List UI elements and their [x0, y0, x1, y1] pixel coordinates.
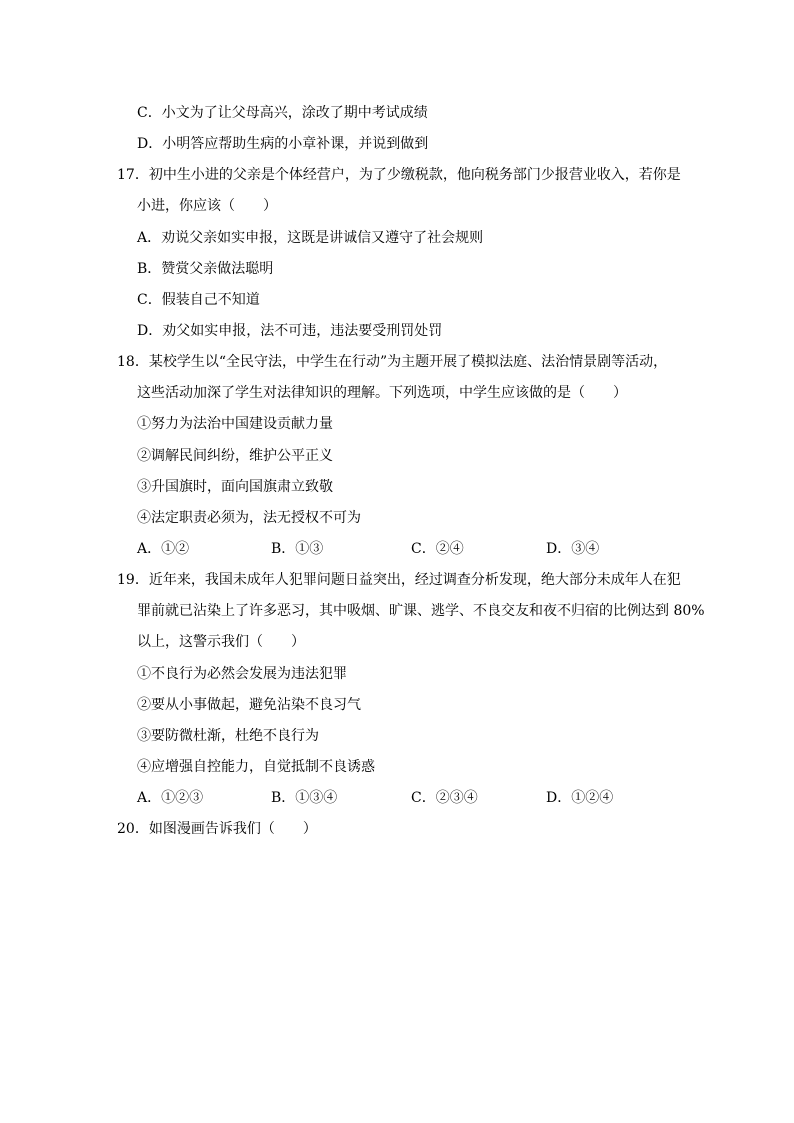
question-19-stem: 19．近年来，我国未成年人犯罪问题日益突出，经过调查分析发现，绝大部分未成年人在犯 [117, 572, 681, 588]
question-19-item-1: ①不良行为必然会发展为违法犯罪 [137, 666, 347, 682]
question-19-choice-c: C．②③④ [411, 790, 478, 806]
question-18-item-1: ①努力为法治中国建设贡献力量 [137, 416, 333, 432]
question-18-stem: 18．某校学生以“全民守法，中学生在行动”为主题开展了模拟法庭、法治情景剧等活动， [117, 354, 668, 370]
question-19-choice-a: A．①②③ [137, 790, 204, 806]
question-17-option-c: C．假装自己不知道 [137, 292, 260, 308]
question-19-item-3: ③要防微杜渐，杜绝不良行为 [137, 728, 319, 744]
question-18-stem-cont: 这些活动加深了学生对法律知识的理解。下列选项，中学生应该做的是（ ） [137, 385, 627, 401]
question-19-item-2: ②要从小事做起，避免沾染不良习气 [137, 697, 361, 713]
option-c: C．小文为了让父母高兴，涂改了期中考试成绩 [137, 105, 428, 121]
question-19-item-4: ④应增强自控能力，自觉抵制不良诱惑 [137, 759, 375, 775]
question-19-stem-cont-2: 以上，这警示我们（ ） [137, 634, 305, 650]
question-17-stem: 17．初中生小进的父亲是个体经营户，为了少缴税款，他向税务部门少报营业收入，若你是 [117, 167, 681, 183]
question-17-stem-cont: 小进，你应该（ ） [137, 198, 277, 214]
question-18-item-4: ④法定职责必须为，法无授权不可为 [137, 510, 361, 526]
question-18-item-3: ③升国旗时，面向国旗肃立致敬 [137, 479, 333, 495]
question-17-option-b: B．赞赏父亲做法聪明 [137, 261, 274, 277]
question-18-choice-a: A．①② [137, 541, 190, 557]
question-18-choice-c: C．②④ [411, 541, 464, 557]
question-17-option-a: A．劝说父亲如实申报，这既是讲诚信又遵守了社会规则 [137, 230, 484, 246]
question-18-choice-b: B．①③ [271, 541, 324, 557]
question-19-choice-d: D．①②④ [546, 790, 614, 806]
question-18-choice-d: D．③④ [546, 541, 600, 557]
question-19-choice-b: B．①③④ [271, 790, 338, 806]
question-17-option-d: D．劝父如实申报，法不可违，违法要受刑罚处罚 [137, 323, 443, 339]
option-d: D．小明答应帮助生病的小章补课，并说到做到 [137, 136, 429, 152]
question-20-stem: 20．如图漫画告诉我们（ ） [117, 821, 317, 837]
question-19-stem-cont: 罪前就已沾染上了许多恶习，其中吸烟、旷课、逃学、不良交友和夜不归宿的比例达到 80% [137, 603, 705, 619]
question-18-item-2: ②调解民间纠纷，维护公平正义 [137, 448, 333, 464]
